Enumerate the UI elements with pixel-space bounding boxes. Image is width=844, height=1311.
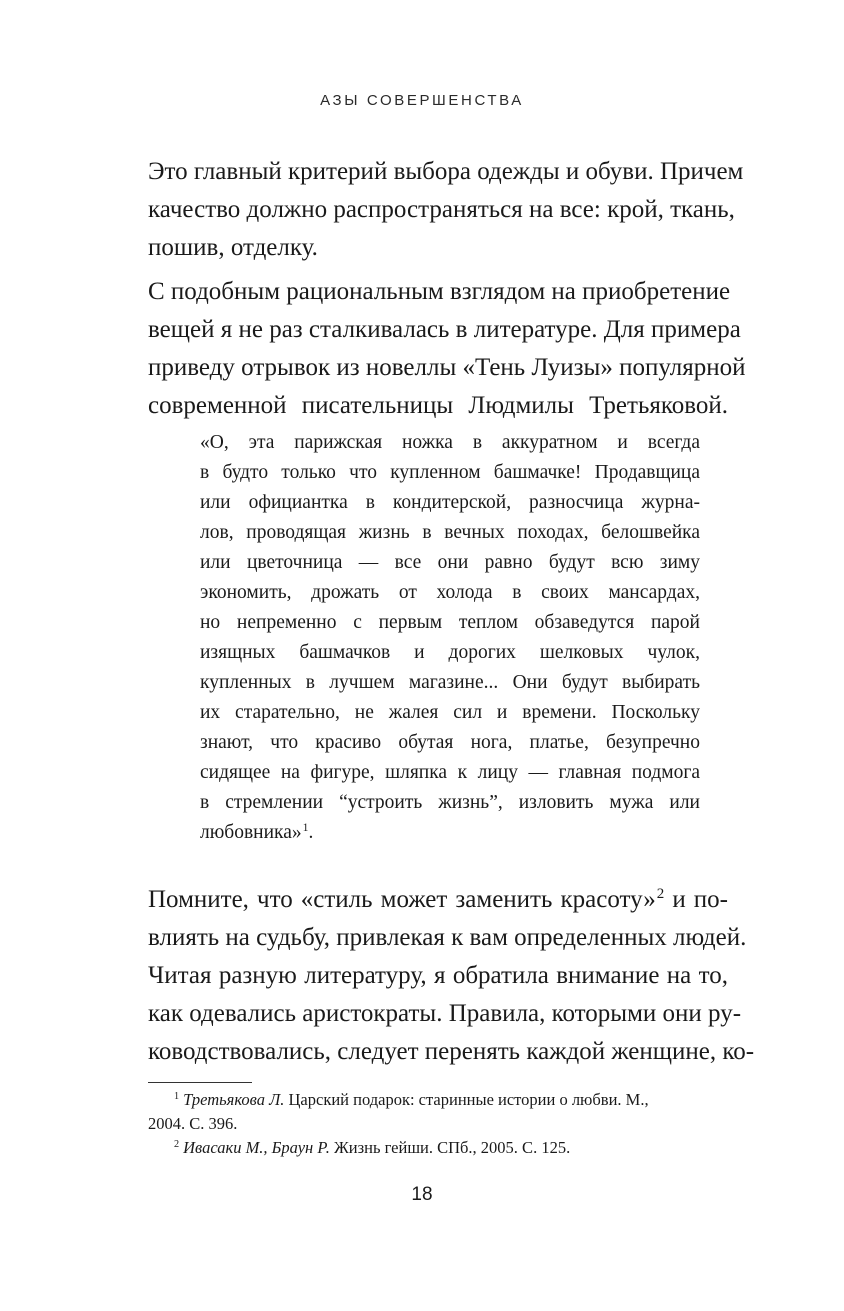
paragraph-1: [148, 153, 744, 267]
paragraph-2: [148, 273, 746, 425]
quote-line: купленных в лучшем магазине... Они будут выбирать: [200, 672, 700, 693]
paragraph-line: современной писательницы Людмилы Третьяковой.: [148, 392, 728, 419]
quote-period: .: [308, 822, 314, 843]
quote-line: изящных башмачков и дорогих шелковых чулок,: [200, 642, 700, 663]
quote-line: лов, проводящая жизнь в вечных походах, белошвейка: [200, 522, 700, 543]
quote-line: экономить, дрожать от холода в своих мансардах,: [200, 582, 700, 603]
quote-line: или официантка в кондитерской, разносчица журна-: [200, 492, 700, 513]
footnote-number: 1: [174, 1090, 180, 1102]
quote-line: в стремлении “устроить жизнь”, изловить мужа или: [200, 792, 700, 813]
paragraph-line: Это главный критерий выбора одежды и обуви. Причем: [148, 158, 744, 185]
quote-line: «О, эта парижская ножка в аккуратном и всегда: [200, 432, 700, 453]
block-quote: [200, 428, 700, 848]
paragraph-line: ководствовались, следует перенять каждой женщине, ко-: [148, 1038, 755, 1065]
quote-line: знают, что красиво обутая нога, платье, безупречно: [200, 732, 700, 753]
footnote-ref-1[interactable]: 1: [302, 820, 309, 834]
paragraph-line: как одевались аристократы. Правила, которыми они ру-: [148, 1000, 742, 1027]
quote-line: в будто только что купленном башмачке! Продавщица: [200, 462, 700, 483]
quote-line: или цветочница — все они равно будут всю зиму: [200, 552, 700, 573]
quote-line: но непременно с первым теплом обзаведутся парой: [200, 612, 700, 633]
footnotes: [148, 1088, 728, 1160]
footnote-author: Ивасаки М., Браун Р.: [183, 1138, 330, 1157]
footnote-1: [148, 1088, 728, 1112]
paragraph-line: Читая разную литературу, я обратила внимание на то,: [148, 962, 728, 989]
footnote-ref-2[interactable]: 2: [656, 885, 665, 902]
footnote-1-continuation: 2004. С. 396.: [148, 1114, 238, 1133]
paragraph-line: влиять на судьбу, привлекая к вам определенных людей.: [148, 924, 747, 951]
footnote-text: Царский подарок: старинные истории о любви. М.,: [284, 1090, 649, 1109]
running-header: АЗЫ СОВЕРШЕНСТВА: [320, 92, 524, 109]
paragraph-line: качество должно распространяться на все: крой, ткань,: [148, 196, 735, 223]
quote-line-text: любовника»: [200, 822, 302, 843]
footnote-number: 2: [174, 1138, 180, 1150]
paragraph-line: приведу отрывок из новеллы «Тень Луизы» популярной: [148, 354, 746, 381]
page-number: 18: [411, 1184, 433, 1205]
footnote-2: [148, 1136, 728, 1160]
paragraph-line: С подобным рациональным взглядом на приобретение: [148, 278, 731, 305]
footnote-author: Третьякова Л.: [183, 1090, 285, 1109]
footnote-divider: [148, 1082, 252, 1083]
paragraph-3: [148, 881, 755, 1071]
quote-line: их старательно, не жалея сил и времени. Поскольку: [200, 702, 700, 723]
paragraph-line: пошив, отделку.: [148, 234, 318, 261]
paragraph-line-text: Помните, что «стиль может заменить красоту»: [148, 886, 656, 913]
paragraph-line: [148, 881, 728, 919]
paragraph-line: вещей я не раз сталкивалась в литературе. Для примера: [148, 316, 741, 343]
quote-line-last: [200, 818, 700, 848]
footnote-text: Жизнь гейши. СПб., 2005. С. 125.: [329, 1138, 571, 1157]
paragraph-line-text: и по-: [664, 886, 728, 913]
quote-line: сидящее на фигуре, шляпка к лицу — главная подмога: [200, 762, 700, 783]
